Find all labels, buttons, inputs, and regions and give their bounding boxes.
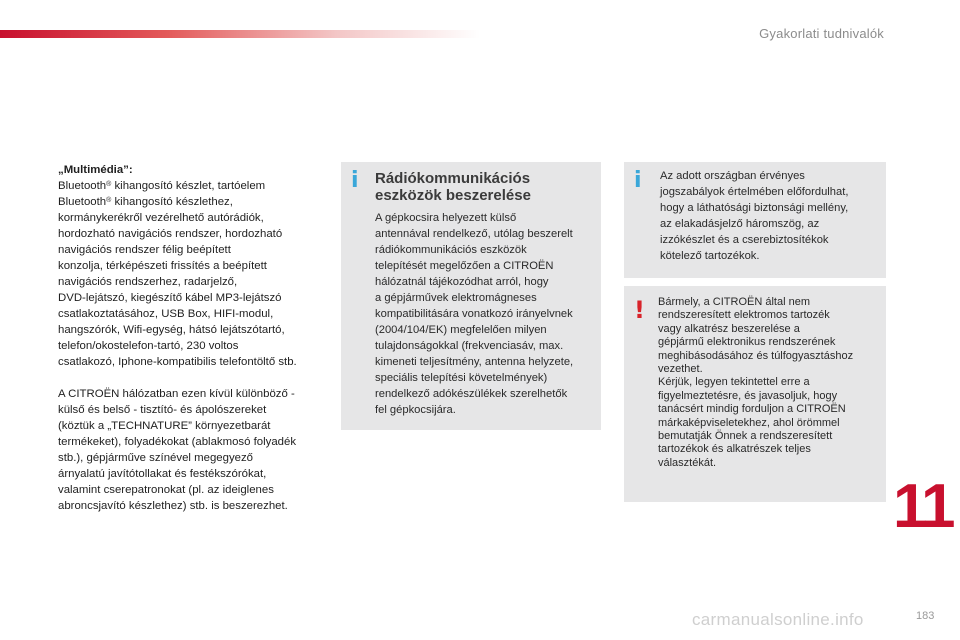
multimedia-line: navigációs rendszer félig beépített <box>58 244 231 256</box>
radio-box-line: fel gépkocsijára. <box>375 404 456 416</box>
radio-installation-info-box <box>341 162 601 430</box>
watermark-text: carmanualsonline.info <box>692 610 864 629</box>
warning-box-line: vagy alkatrész beszerelése a <box>658 322 800 335</box>
products-line: termékeket), folyadékokat (ablakmosó folyadék <box>58 436 297 448</box>
warning-box-line: vezethet. <box>658 363 703 376</box>
section-title: Gyakorlati tudnivalók <box>759 26 884 41</box>
multimedia-line: hangszórók, Wifi-egység, hátsó lejátszótartó, <box>58 324 285 336</box>
chapter-number: 11 <box>893 472 953 541</box>
legal-box-text <box>660 168 848 264</box>
products-line: abroncsjavító készlethez) stb. is beszerezhet. <box>58 500 288 512</box>
warning-box-text <box>658 296 853 470</box>
radio-box-line: tulajdonságokkal (frekvenciasáv, max. <box>375 340 564 352</box>
info-icon: i <box>634 168 642 193</box>
multimedia-line: csatlakoztatásához, USB Box, HIFI-modul, <box>58 308 274 320</box>
radio-box-line: (2004/104/EK) megfelelően milyen <box>375 324 547 336</box>
multimedia-line: navigációs rendszerhez, radarjelző, <box>58 276 238 288</box>
warning-box-line: tartozékok és alkatrészek teljes <box>658 443 811 456</box>
exclamation-icon: ! <box>634 296 645 324</box>
warning-box-line: meghibásodásához és túlfogyasztáshoz <box>658 349 854 362</box>
warning-box-line: választékát. <box>658 456 717 469</box>
radio-box-line: kimeneti teljesítmény, antenna helyzete, <box>375 356 574 368</box>
multimedia-line: hordozható navigációs rendszer, hordozható <box>58 228 283 240</box>
multimedia-line: Bluetooth® kihangosító készlethez, <box>58 196 233 208</box>
legal-box-line: jogszabályok értelmében előfordulhat, <box>660 186 849 198</box>
legal-box-line: izzókészlet és a cserebiztosítékok <box>660 234 829 246</box>
legal-box-line: Az adott országban érvényes <box>660 170 805 182</box>
accessories-text-column <box>58 162 328 514</box>
multimedia-line: DVD-lejátszó, kiegészítő kábel MP3-lejátszó <box>58 292 282 304</box>
radio-box-line: hálózatnál tájékozódhat arról, hogy <box>375 276 549 288</box>
warning-box-line: gépjármű elektronikus rendszerének <box>658 336 836 349</box>
legal-box-line: hogy a láthatósági biztonsági mellény, <box>660 202 849 214</box>
legal-requirements-info-box <box>624 162 886 278</box>
legal-box-line: az elakadásjelző háromszög, az <box>660 218 820 230</box>
warning-box-line: márkaképviseletekhez, ahol örömmel <box>658 416 840 429</box>
radio-box-line: telepítését megelőzően a CITROËN <box>375 260 554 272</box>
radio-box-line: antennával rendelkező, utólag beszerelt <box>375 228 573 240</box>
radio-box-line: rádiókommunikációs eszközök <box>375 244 527 256</box>
multimedia-line: konzolja, térképészeti frissítés a beépített <box>58 260 267 272</box>
warning-box-line: bemutatják Önnek a rendszeresített <box>658 430 833 443</box>
products-line: külső és belső - tisztító- és ápolószereket <box>58 404 267 416</box>
radio-box-line: rendelkező adókészülékek szerelhetők <box>375 388 568 400</box>
radio-box-title: Rádiókommunikációs eszközök beszerelése <box>375 170 531 204</box>
multimedia-line: telefon/okostelefon-tartó, 230 voltos <box>58 340 239 352</box>
products-line: A CITROËN hálózatban ezen kívül különböző - <box>58 388 295 400</box>
citroen-products-paragraph <box>58 386 328 514</box>
multimedia-line: csatlakozó, Iphone-kompatibilis telefontöltő stb. <box>58 356 297 368</box>
products-line: valamint cserepatronokat (pl. az ideiglenes <box>58 484 274 496</box>
radio-box-line: speciális telepítési követelmények) <box>375 372 548 384</box>
warning-box-line: Kérjük, legyen tekintettel erre a <box>658 376 810 389</box>
radio-box-line: kompatibilitására vonatkozó irányelvnek <box>375 308 573 320</box>
multimedia-heading: „Multimédia”: <box>58 164 133 176</box>
products-line: stb.), gépjárműve színével megegyező <box>58 452 254 464</box>
info-icon: i <box>351 168 359 193</box>
radio-box-line: a gépjárművek elektromágneses <box>375 292 537 304</box>
page-number: 183 <box>916 610 935 622</box>
warning-box-line: figyelmeztetésre, és javasoljuk, hogy <box>658 389 838 402</box>
warning-box-line: Bármely, a CITROËN által nem <box>658 296 811 308</box>
warning-box-line: tanácsért mindig forduljon a CITROËN <box>658 403 846 416</box>
multimedia-line: Bluetooth® kihangosító készlet, tartóelem <box>58 180 266 192</box>
products-line: (köztük a „TECHNATURE” környezetbarát <box>58 420 271 432</box>
radio-box-line: A gépkocsira helyezett külső <box>375 212 517 224</box>
header-accent-bar <box>0 30 480 38</box>
legal-box-line: kötelező tartozékok. <box>660 250 760 262</box>
multimedia-line: kormánykerékről vezérelhető autórádiók, <box>58 212 264 224</box>
warning-box-line: rendszeresített elektromos tartozék <box>658 309 830 322</box>
multimedia-paragraph <box>58 162 328 370</box>
products-line: árnyalatú javítótollakat és festékszórókat, <box>58 468 267 480</box>
radio-box-text <box>375 210 573 418</box>
electrical-accessories-warning-box <box>624 286 886 502</box>
